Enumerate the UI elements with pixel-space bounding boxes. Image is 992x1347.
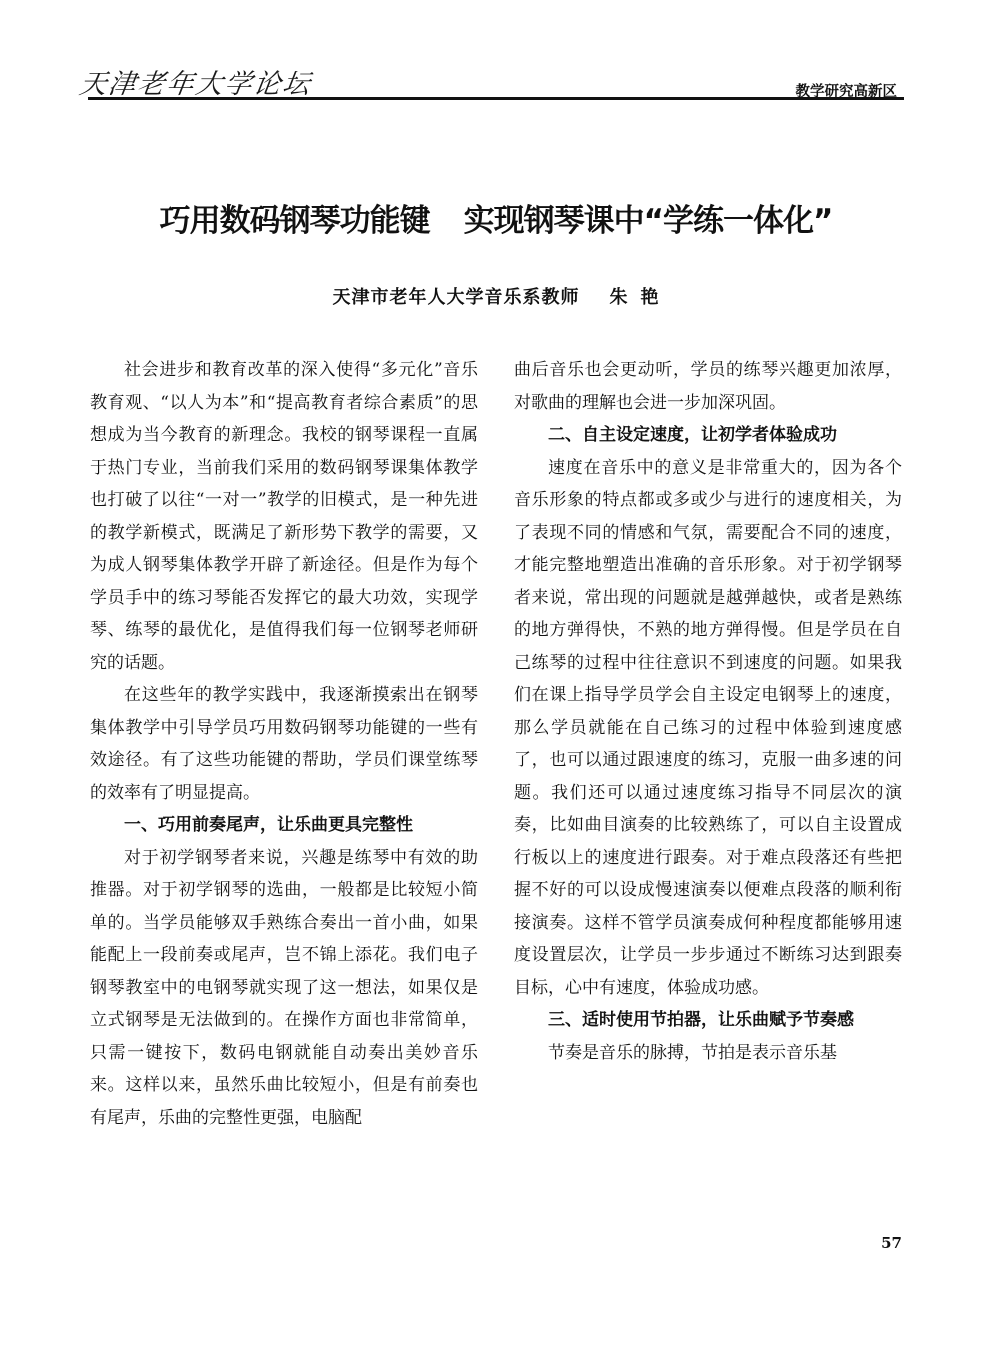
body-column-left [90,354,478,1134]
header-rule [88,97,904,100]
paragraph-practice: 在这些年的教学实践中，我逐渐摸索出在钢琴集体教学中引导学员巧用数码钢琴功能键的一些有效途径。有了这些功能键的帮助，学员们课堂练琴的效率有了明显提高。 [90,685,478,803]
paragraph-intro: 社会进步和教育改革的深入使得“多元化”音乐教育观、“以人为本”和“提高教育者综合素质”的思想成为当今教育的新理念。我校的钢琴课程一直属于热门专业，当前我们采用的数码钢琴课集体教学也打破了以往“一对一”教学的旧模式，是一种先进的教学新模式，既满足了新形势下教学的需要，又为成人钢琴集体教学开辟了新途径。但是作为每个学员手中的练习琴能否发挥它的最大功效，实现学琴、练琴的最优化，是值得我们每一位钢琴老师研究的话题。 [90,360,478,673]
author-line [0,283,992,309]
section-heading-2: 二、自主设定速度，让初学者体验成功 [548,425,837,445]
section-heading-3: 三、适时使用节拍器，让乐曲赋予节奏感 [548,1010,854,1030]
author-name-given-2: 艳 [640,287,660,308]
section-heading-1: 一、巧用前奏尾声，让乐曲更具完整性 [124,815,413,835]
paragraph-section-1: 对于初学钢琴者来说，兴趣是练琴中有效的助推器。对于初学钢琴的选曲，一般都是比较短小简单的。当学员能够双手熟练合奏出一首小曲，如果能配上一段前奏或尾声，岂不锦上添花。我们电子钢琴教室中的电钢琴就实现了这一想法，如果仅是立式钢琴是无法做到的。在操作方面也非常简单，只需一键按下，数码电钢就能自动奏出美妙音乐来。这样以来，虽然乐曲比较短小，但是有前奏也有尾声，乐曲的完整性更强，电脑配 [90,847,478,1128]
author-name-given-1: 朱 [609,287,629,308]
paragraph-section-2: 速度在音乐中的意义是非常重大的，因为各个音乐形象的特点都或多或少与进行的速度相关，为了表现不同的情感和气氛，需要配合不同的速度，才能完整地塑造出准确的音乐形象。对于初学钢琴者来说，常出现的问题就是越弹越快，或者是熟练的地方弹得快，不熟的地方弹得慢。但是学员在自己练琴的过程中往往意识不到速度的问题。如果我们在课上指导学员学会自主设定电钢琴上的速度，那么学员就能在自己练习的过程中体验到速度感了，也可以通过跟速度的练习，克服一曲多速的问题。我们还可以通过速度练习指导不同层次的演奏，比如曲目演奏的比较熟练了，可以自主设置成行板以上的速度进行跟奏。对于难点段落还有些把握不好的可以设成慢速演奏以便难点段落的顺利衔接演奏。这样不管学员演奏成何种程度都能够用速度设置层次，让学员一步步通过不断练习达到跟奏目标，心中有速度，体验成功感。 [514,457,902,998]
title-part-1: 巧用数码钢琴功能键 [159,203,430,239]
paragraph-section-1-continued: 曲后音乐也会更动听，学员的练琴兴趣更加浓厚，对歌曲的理解也会进一步加深巩固。 [514,360,902,413]
page-number: 57 [881,1234,902,1252]
paragraph-section-3: 节奏是音乐的脉搏，节拍是表示音乐基 [548,1042,837,1063]
title-part-2: 实现钢琴课中“学练一体化” [463,203,833,239]
body-column-right [514,354,902,1069]
article-title [0,195,992,240]
section-label: 教学研究高新区 [795,84,897,100]
journal-logo: 天津老年大学论坛 [77,69,314,100]
author-affiliation: 天津市老年人大学音乐系教师 [332,287,580,308]
